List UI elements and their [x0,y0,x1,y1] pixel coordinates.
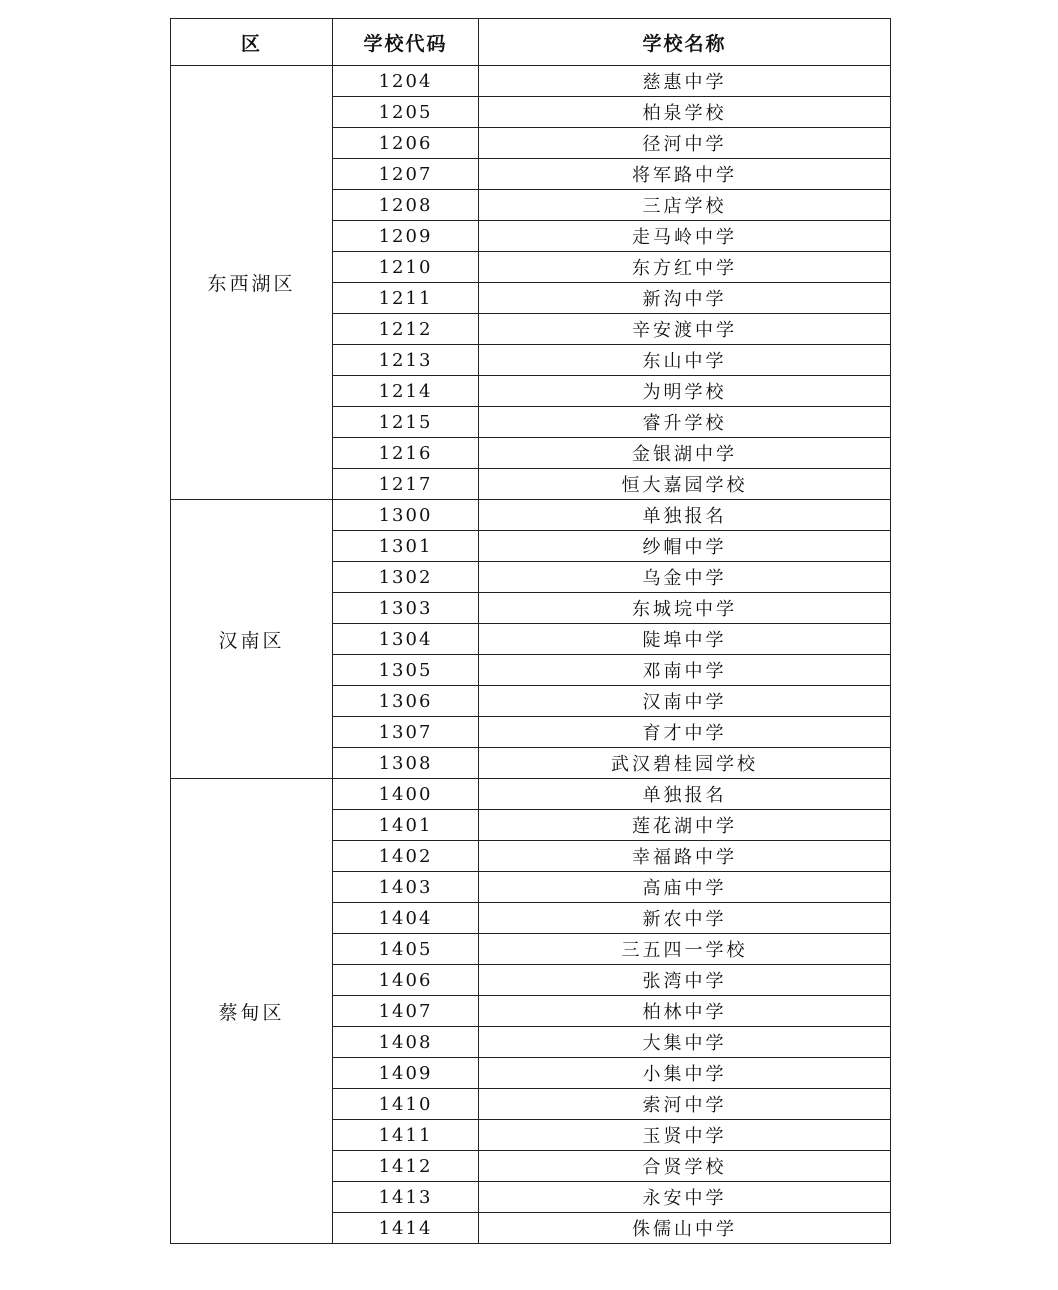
school-code-cell: 1302 [333,562,479,593]
school-name-cell: 邓南中学 [479,655,891,686]
school-code-cell: 1403 [333,872,479,903]
school-name-cell: 汉南中学 [479,686,891,717]
district-cell: 汉南区 [171,500,333,779]
school-name-cell: 为明学校 [479,376,891,407]
school-code-cell: 1213 [333,345,479,376]
district-cell: 蔡甸区 [171,779,333,1244]
school-name-cell: 玉贤中学 [479,1120,891,1151]
school-code-cell: 1209 [333,221,479,252]
school-name-cell: 金银湖中学 [479,438,891,469]
table-header [171,19,891,66]
school-name-cell: 大集中学 [479,1027,891,1058]
header-row [171,19,891,66]
school-code-cell: 1301 [333,531,479,562]
school-name-cell: 纱帽中学 [479,531,891,562]
school-code-cell: 1215 [333,407,479,438]
school-code-cell: 1408 [333,1027,479,1058]
school-code-cell: 1413 [333,1182,479,1213]
school-name-cell: 张湾中学 [479,965,891,996]
school-code-cell: 1409 [333,1058,479,1089]
school-code-cell: 1306 [333,686,479,717]
school-name-cell: 小集中学 [479,1058,891,1089]
school-name-cell: 单独报名 [479,779,891,810]
school-name-cell: 将军路中学 [479,159,891,190]
school-code-cell: 1206 [333,128,479,159]
school-name-cell: 莲花湖中学 [479,810,891,841]
school-name-cell: 慈惠中学 [479,66,891,97]
school-name-cell: 高庙中学 [479,872,891,903]
school-code-cell: 1212 [333,314,479,345]
school-code-cell: 1404 [333,903,479,934]
school-code-cell: 1300 [333,500,479,531]
school-name-cell: 三五四一学校 [479,934,891,965]
school-name-cell: 武汉碧桂园学校 [479,748,891,779]
school-code-cell: 1211 [333,283,479,314]
school-code-cell: 1307 [333,717,479,748]
header-school-code: 学校代码 [333,19,479,66]
table-row [171,500,891,531]
school-name-cell: 育才中学 [479,717,891,748]
school-code-cell: 1303 [333,593,479,624]
school-code-cell: 1405 [333,934,479,965]
school-name-cell: 恒大嘉园学校 [479,469,891,500]
table-row [171,779,891,810]
school-name-cell: 柏泉学校 [479,97,891,128]
school-code-cell: 1412 [333,1151,479,1182]
school-name-cell: 新沟中学 [479,283,891,314]
district-cell: 东西湖区 [171,66,333,500]
school-name-cell: 柏林中学 [479,996,891,1027]
school-code-cell: 1207 [333,159,479,190]
school-code-cell: 1400 [333,779,479,810]
school-name-cell: 睿升学校 [479,407,891,438]
school-code-cell: 1217 [333,469,479,500]
school-name-cell: 陡埠中学 [479,624,891,655]
school-name-cell: 乌金中学 [479,562,891,593]
school-name-cell: 东方红中学 [479,252,891,283]
school-code-cell: 1407 [333,996,479,1027]
header-school-name: 学校名称 [479,19,891,66]
school-code-cell: 1401 [333,810,479,841]
school-code-cell: 1402 [333,841,479,872]
school-code-cell: 1308 [333,748,479,779]
school-code-cell: 1208 [333,190,479,221]
school-name-cell: 幸福路中学 [479,841,891,872]
school-code-cell: 1210 [333,252,479,283]
school-name-cell: 单独报名 [479,500,891,531]
school-name-cell: 新农中学 [479,903,891,934]
header-district: 区 [171,19,333,66]
school-name-cell: 东山中学 [479,345,891,376]
school-code-cell: 1214 [333,376,479,407]
table-row [171,66,891,97]
school-code-cell: 1305 [333,655,479,686]
school-code-cell: 1204 [333,66,479,97]
school-code-cell: 1410 [333,1089,479,1120]
school-name-cell: 合贤学校 [479,1151,891,1182]
school-name-cell: 三店学校 [479,190,891,221]
school-name-cell: 径河中学 [479,128,891,159]
school-code-cell: 1414 [333,1213,479,1244]
school-name-cell: 永安中学 [479,1182,891,1213]
school-code-cell: 1205 [333,97,479,128]
table-body [171,66,891,1244]
school-name-cell: 辛安渡中学 [479,314,891,345]
school-code-cell: 1411 [333,1120,479,1151]
school-name-cell: 侏儒山中学 [479,1213,891,1244]
school-name-cell: 走马岭中学 [479,221,891,252]
school-code-cell: 1304 [333,624,479,655]
school-code-table [170,18,891,1244]
school-code-cell: 1216 [333,438,479,469]
school-name-cell: 索河中学 [479,1089,891,1120]
school-code-cell: 1406 [333,965,479,996]
school-name-cell: 东城垸中学 [479,593,891,624]
